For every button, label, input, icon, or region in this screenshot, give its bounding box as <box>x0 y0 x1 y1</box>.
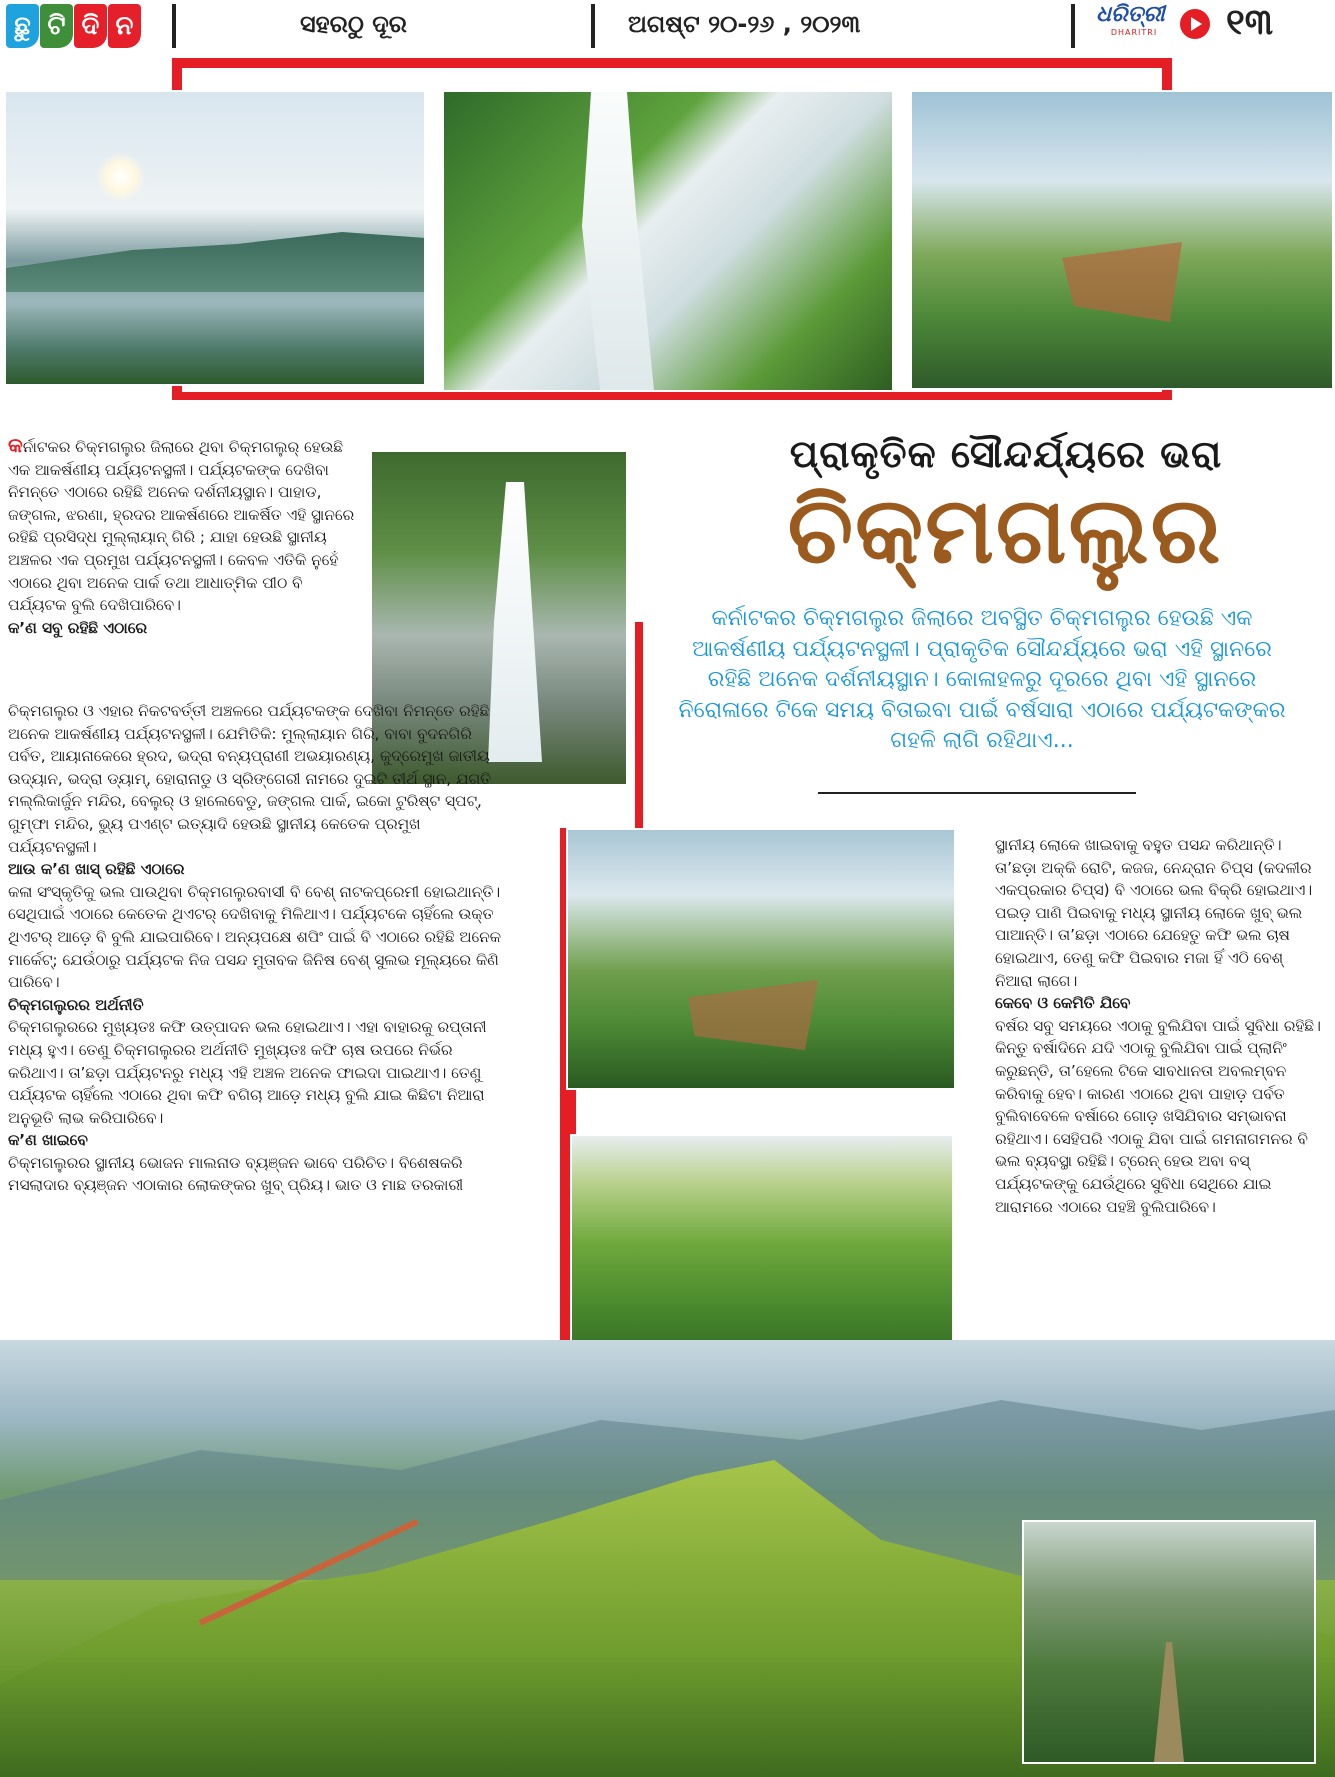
waterfall-photo <box>442 90 894 392</box>
frame-bar-top <box>172 58 1172 68</box>
frame-bar-bottom <box>172 392 1172 400</box>
drop-cap: କ <box>8 433 23 457</box>
header-divider <box>591 4 595 48</box>
header-divider <box>172 4 176 48</box>
intro-paragraph: କର୍ନାଟକର ଚିକ୍‌ମଗଲୁର ଜିଲାରେ ଅବସ୍ଥିତ ଚିକ୍‌ମଗଲୁର ହେଉଛି ଏକ ଆକର୍ଷଣୀୟ ପର୍ଯ୍ୟଟନସ୍ଥଳୀ। ପ୍ରାକୃତିକ ସୌନ୍ଦର୍ଯ୍ୟରେ ଭରା ଏହି ସ୍ଥାନରେ ରହିଛି ଅନେକ ଦର୍ଶନୀୟସ୍ଥାନ। କୋଳାହଳରୁ ଦୂରରେ ଥିବା ଏହି ସ୍ଥାନରେ ନିରୋଳାରେ ଟିକେ ସମୟ ବିତାଇବା ପାଇଁ ବର୍ଷସାରା ଏଠାରେ ପର୍ଯ୍ୟଟକଙ୍କର ଗହଳି ଲାଗି ରହିଥାଏ... <box>678 606 1286 753</box>
intro-divider <box>818 792 1136 794</box>
misty-ridge-photo <box>566 828 956 1090</box>
subheading: କ’ଣ ସବୁ ରହିଛି ଏଠାରେ <box>8 618 147 637</box>
frame-bar-center <box>635 622 643 832</box>
header-divider <box>1071 4 1075 48</box>
brand-letter: ଟି <box>40 4 73 48</box>
article-column-mid <box>8 700 502 1197</box>
article-paragraph: ଚିକ୍‌ମଗଲୁରର ସ୍ଥାନୀୟ ଭୋଜନ ମାଲନାଡ ବ୍ୟଞ୍ଜନ ଭାବେ ପରିଚିତ। ବିଶେଷକରି ମସଲାଦାର ବ୍ୟଞ୍ଜନ ଏଠାକାର ଲୋକଙ୍କର ଖୁବ୍ ପ୍ରିୟ। ଭାତ ଓ ମାଛ ତରକାରୀ <box>8 1153 464 1195</box>
headline-title: ଚିକ୍‌ମଗଲୁର <box>787 477 1223 584</box>
article-paragraph: ସ୍ଥାନୀୟ ଲୋକେ ଖାଇବାକୁ ବହୁତ ପସନ୍ଦ କରିଥାନ୍ତି। ତା’ଛଡ଼ା ଅକ୍କି ରୋଟି, କଜଜ, ନେନ୍ଦ୍ରାନ ଚିପ୍ସ (କଦଳୀର ଏକପ୍ରକାର ଚିପ୍ସ) ବି ଏଠାରେ ଭଲ ବିକ୍ରି ହୋଇଥାଏ। ପଇଡ଼ ପାଣି ପିଇବାକୁ ମଧ୍ୟ ସ୍ଥାନୀୟ ଲୋକେ ଖୁବ୍ ଭଲ ପାଆନ୍ତି। ତା’ଛଡ଼ା ଏଠାରେ ଯେହେତୁ କଫି ଭଲ ଚାଷ ହୋଇଥାଏ, ତେଣୁ କଫି ପିଇବାର ମଜା ହିଁ ଏଠି ବେଶ୍ ନିଆରା ଲାଗେ। <box>995 836 1313 990</box>
brand-letter: ଦି <box>74 4 107 48</box>
page-number: ୧୩ <box>1226 2 1274 43</box>
article-column-right <box>995 834 1325 1218</box>
article-paragraph: କଳା ସଂସ୍କୃତିକୁ ଭଲ ପାଉଥିବା ଚିକ୍‌ମଗଲୁରବାସୀ ବି ବେଶ୍ ନାଟକପ୍ରେମୀ ହୋଇଥାନ୍ତି। ସେଥିପାଇଁ ଏଠାରେ କେତେକ ଥିଏଟର୍ ଦେଖିବାକୁ ମିଳିଥାଏ। ପର୍ଯ୍ୟଟକେ ଚାହିଁଲେ ଉକ୍ତ ଥିଏଟର୍ ଆଡ଼େ ବି ବୁଲି ଯାଇପାରିବେ। ଅନ୍ୟପକ୍ଷେ ଶପିଂ ପାଇଁ ବି ଏଠାରେ ରହିଛି ଅନେକ ମାର୍କେଟ୍; ଯେଉଁଠାରୁ ପର୍ଯ୍ୟଟକ ନିଜ ପସନ୍ଦ ମୁତାବକ ଜିନିଷ ବେଶ୍ ସୁଲଭ ମୂଲ୍ୟରେ କିଣି ପାରିବେ। <box>8 882 501 992</box>
cliff-photo <box>910 90 1334 390</box>
article-column-top <box>8 434 360 639</box>
brand-logo <box>6 4 142 48</box>
brand-letter: ଛୁ <box>6 4 39 48</box>
subheading: ଚିକ୍‌ମଗଲୁରର ଅର୍ଥନୀତି <box>8 995 144 1014</box>
subheading: ଆଉ କ’ଣ ଖାସ୍ ରହିଛି ଏଠାରେ <box>8 860 185 879</box>
article-paragraph: ଚିକ୍‌ମଗଲୁରରେ ମୁଖ୍ୟତଃ କଫି ଉତ୍ପାଦନ ଭଲ ହୋଇଥାଏ। ଏହା ବାହାରକୁ ରପ୍ତାନୀ ମଧ୍ୟ ହୁଏ। ତେଣୁ ଚିକ୍‌ମଗଲୁରର ଅର୍ଥନୀତି ମୁଖ୍ୟତଃ କଫି ଚାଷ ଉପରେ ନିର୍ଭର କରିଥାଏ। ତା’ଛଡ଼ା ପର୍ଯ୍ୟଟନରୁ ମଧ୍ୟ ଏହି ଅଞ୍ଚଳ ଅନେକ ଫାଇଦା ପାଇଥାଏ। ତେଣୁ ପର୍ଯ୍ୟଟକ ଚାହିଁଲେ ଏଠାରେ ଥିବା କଫି ବଗିଚା ଆଡ଼େ ମଧ୍ୟ ବୁଲି ଯାଇ କିଛିଟା ନିଆରା ଅନୁଭୂତି ଲାଭ କରିପାରିବେ। <box>8 1018 487 1127</box>
coffee-plantation-photo <box>1022 1520 1316 1764</box>
article-paragraph: ଚିକ୍‌ମଗଲୁର ଓ ଏହାର ନିକଟବର୍ତ୍ତୀ ଅଞ୍ଚଳରେ ପର୍ଯ୍ୟଟକଙ୍କ ଦେଖିବା ନିମନ୍ତେ ରହିଛି ଅନେକ ଆକର୍ଷଣୀୟ ପର୍ଯ୍ୟଟନସ୍ଥଳୀ। ଯେମିତିକି: ମୁଲ୍ଲାୟାନ ଗିରି, ବାବା ବୁଦନଗିରି ପର୍ବତ, ଆୟାନାକେରେ ହ୍ରଦ, ଭଦ୍ରା ବନ୍ୟପ୍ରାଣୀ ଅଭୟାରଣ୍ୟ, କୁଦ୍ରେମୁଖ ଜାତୀୟ ଉଦ୍ୟାନ, ଭଦ୍ରା ଡ୍ୟାମ୍, ହୋରାନାଡୁ ଓ ସ୍ରିଙ୍ଗେରୀ ନାମରେ ଦୁଇଟି ତୀର୍ଥ ସ୍ଥାନ, ଯଗତି ମଲ୍ଲିକାର୍ଜୁନ ମନ୍ଦିର, ବେଲୁର୍ ଓ ହାଲେବେଡୁ, ଜଙ୍ଗଲ ପାର୍କ, ଇକୋ ଟୁରିଷ୍ଟ ସ୍ପଟ୍, ଗୁମ୍ଫା ମନ୍ଦିର, ଭ୍ୟୁ ପଏଣ୍ଟ ଇତ୍ୟାଦି ହେଉଛି ସ୍ଥାନୀୟ କେତେକ ପ୍ରମୁଖ ପର୍ଯ୍ୟଟନସ୍ଥଳୀ। <box>8 702 492 856</box>
publication-logo <box>1096 2 1172 46</box>
article-paragraph <box>8 434 360 617</box>
masthead <box>0 0 1335 52</box>
brand-letter: ନ <box>108 4 141 48</box>
publication-sub: DHARITRI <box>1110 28 1158 37</box>
play-arrow-icon <box>1180 9 1210 39</box>
section-title: ସହରଠୁ ଦୂର <box>300 10 407 38</box>
paragraph-text: ର୍ନାଟକର ଚିକ୍‌ମଗଲୁର ଜିଲାରେ ଥିବା ଚିକ୍‌ମଗଲୁର୍ ହେଉଛି ଏକ ଆକର୍ଷଣୀୟ ପର୍ଯ୍ୟଟନସ୍ଥଳୀ। ପର୍ଯ୍ୟଟକଙ୍କ ଦେଖିବା ନିମନ୍ତେ ଏଠାରେ ରହିଛି ଅନେକ ଦର୍ଶନୀୟସ୍ଥାନ। ପାହାଡ, ଜଙ୍ଗଲ, ଝରଣା, ହ୍ରଦର ଆକର୍ଷଣରେ ଆକର୍ଷିତ ଏହି ସ୍ଥାନରେ ରହିଛି ପ୍ରସିଦ୍ଧ ମୁଲ୍ଲାୟାନ୍ ଗିରି ; ଯାହା ହେଉଛି ସ୍ଥାନୀୟ ଅଞ୍ଚଳର ଏକ ପ୍ରମୁଖ ପର୍ଯ୍ୟଟନସ୍ଥଳୀ। କେବଳ ଏତିକି ନୁହେଁ ଏଠାରେ ଥିବା ଅନେକ ପାର୍କ ତଥା ଆଧାତ୍ମିକ ପୀଠ ବି ପର୍ଯ୍ୟଟକ ବୁଲି ଦେଖିପାରିବେ। <box>8 438 355 615</box>
headline-kicker: ପ୍ରାକୃତିକ ସୌନ୍ଦର୍ଯ୍ୟରେ ଭରା <box>789 432 1223 476</box>
article-paragraph: ବର୍ଷର ସବୁ ସମୟରେ ଏଠାକୁ ବୁଲିଯିବା ପାଇଁ ସୁବିଧା ରହିଛି। କିନ୍ତୁ ବର୍ଷାଦିନେ ଯଦି ଏଠାକୁ ବୁଲିଯିବା ପାଇଁ ପ୍ଲାନିଂ କରୁଛନ୍ତି, ତା’ହେଲେ ଟିକେ ସାବଧାନତା ଅବଲମ୍ବନ କରିବାକୁ ହେବ। କାରଣ ଏଠାରେ ଥିବା ପାହାଡ଼ ପର୍ବତ ବୁଲିବାବେଳେ ବର୍ଷାରେ ଗୋଡ଼ ଖସିଯିବାର ସମ୍ଭାବନା ରହିଥାଏ। ସେହିପରି ଏଠାକୁ ଯିବା ପାଇଁ ଗମନାଗମନର ବି ଭଲ ବ୍ୟବସ୍ଥା ରହିଛି। ଟ୍ରେନ୍ ହେଉ ଅବା ବସ୍ ପର୍ଯ୍ୟଟକଙ୍କୁ ଯେଉଁଥିରେ ସୁବିଧା ସେଥିରେ ଯାଇ ଆରାମରେ ଏଠାରେ ପହଞ୍ଚି ବୁଲିପାରିବେ। <box>995 1016 1321 1216</box>
lake-photo <box>4 90 426 386</box>
publication-name: ଧରିତ୍ରୀ <box>1096 2 1165 27</box>
issue-date: ଅଗଷ୍ଟ ୨୦-୨୬ , ୨୦୨୩ <box>628 10 861 38</box>
subheading: କ’ଣ ଖାଇବେ <box>8 1131 88 1150</box>
subheading: କେବେ ଓ କେମିତି ଯିବେ <box>995 994 1131 1013</box>
